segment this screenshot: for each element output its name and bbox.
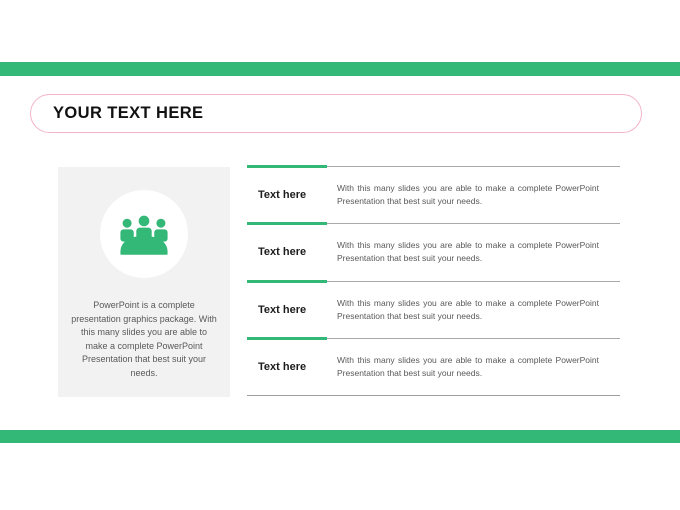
icon-circle: [100, 190, 188, 278]
bottom-accent-bar: [0, 430, 680, 443]
row-description: With this many slides you are able to make a complete PowerPoint Presentation that best suit your needs.: [337, 354, 599, 378]
row-description: With this many slides you are able to make a complete PowerPoint Presentation that best suit your needs.: [337, 297, 599, 321]
meeting-people-icon: [118, 214, 170, 255]
rows-list: [247, 166, 620, 396]
list-item: [247, 166, 620, 223]
panel-description: PowerPoint is a complete presentation graphics package. With this many slides you are able to make a complete PowerPoint Presentation that best suit your needs.: [71, 300, 217, 378]
row-accent-line: [247, 165, 327, 168]
row-description: With this many slides you are able to make a complete PowerPoint Presentation that best suit your needs.: [337, 240, 599, 264]
list-item: [247, 338, 620, 395]
row-accent-line: [247, 280, 327, 283]
list-item: [247, 281, 620, 338]
row-accent-line: [247, 222, 327, 225]
row-accent-line: [247, 337, 327, 340]
row-description: With this many slides you are able to make a complete PowerPoint Presentation that best suit your needs.: [337, 183, 599, 207]
slide-title: YOUR TEXT HERE: [53, 104, 204, 122]
title-pill: [30, 94, 642, 133]
row-label: Text here: [258, 246, 307, 259]
row-label: Text here: [258, 303, 307, 316]
list-item: [247, 223, 620, 280]
row-label: Text here: [258, 360, 307, 373]
left-panel: [58, 167, 230, 397]
top-accent-bar: [0, 62, 680, 76]
row-label: Text here: [258, 189, 307, 202]
